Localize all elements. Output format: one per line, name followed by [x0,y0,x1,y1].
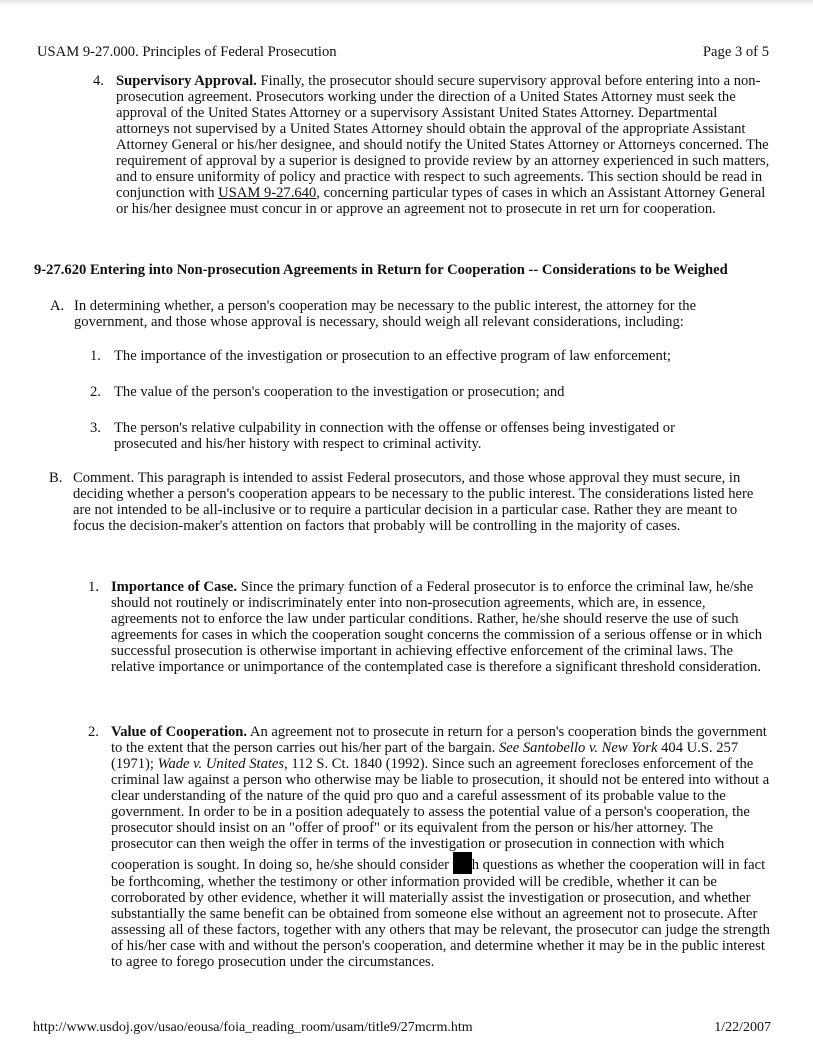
page-number: Page 3 of 5 [702,44,769,60]
part-a-letter: A. [50,298,65,314]
part-a-paragraph: In determining whether, a person's cooperation may be necessary to the public interest, the attorney for the government, and those whose approval is necessary, should weigh all relevant considerations, including: [74,298,697,330]
part-b-letter: B. [49,470,63,486]
importance-of-case-paragraph: Importance of Case. Since the primary function of a Federal prosecutor is to enforce the criminal law, he/she should not routinely or indiscriminately enter into non-prosecution agreements, which are, in essence, agreements not to enforce the law under particular conditions. Rather, he/she should reserve the use of such agreements for cases in which the cooperation sought concerns the commission of a serious offense or in which successful prosecution is otherwise important in achieving effective enforcement of the criminal laws. The relative importance or unimportance of the contemplated case is therefore a significant threshold consideration. [111,579,762,675]
usam-9-27-640-link[interactable]: USAM 9-27.640 [218,185,317,201]
part-a-item-2-number: 2. [90,384,101,400]
part-b-paragraph: Comment. This paragraph is intended to assist Federal prosecutors, and those whose approval they must secure, in deciding whether a person's cooperation appears to be necessary to the public interest. The considerations listed here are not intended to be all-inclusive or to require a particular decision in a particular case. Rather they are meant to focus the decision-maker's attention on factors that probably will be controlling in the majority of cases. [73,470,754,534]
item-4-heading: Supervisory Approval. [116,73,257,89]
item-4-number: 4. [93,73,104,89]
footer-url: http://www.usdoj.gov/usao/eousa/foia_reading_room/usam/title9/27mcrm.htm [33,1020,473,1035]
page-header [37,44,769,60]
part-a-item-1: The importance of the investigation or prosecution to an effective program of law enforcement; [114,348,671,364]
part-a-item-3: The person's relative culpability in connection with the offense or offenses being investigated or prosecuted and his/her history with respect to criminal activity. [114,420,675,452]
part-a-item-3-number: 3. [90,420,101,436]
value-of-cooperation-paragraph: Value of Cooperation. An agreement not to prosecute in return for a person's cooperation binds the government to the extent that the person carries out his/her part of the bargain. See Santobello v. New York 404 U.S. 257 (1971); Wade v. United States, 112 S. Ct. 1840 (1992). Since such an agreement forecloses enforcement of the criminal law against a person who otherwise may be liable to prosecution, it should not be entered into without a clear understanding of the nature of the quid pro quo and a careful assessment of its probable value to the government. In order to be in a position adequately to assess the potential value of a person's cooperation, the prosecutor should insist on an "offer of proof" or its equivalent from the person or his/her attorney. The prosecutor can then weigh the offer in terms of the investigation or prosecution in connection with which cooperation is sought. In doing so, he/she should consider h questions as whether the cooperation will in fact be forthcoming, whether the testimony or other information provided will be credible, whether it can be corroborated by other evidence, whether it will materially assist the investigation or prosecution, and whether substantially the same benefit can be obtained from someone else without an agreement not to prosecute. After assessing all of these factors, together with any others that may be relevant, the prosecutor can judge the strength of his/her case with and without the person's cooperation, and determine whether it may be in the public interest to agree to forego prosecution under the circumstances. [111,724,770,970]
page-footer [33,1020,771,1036]
document-title: USAM 9-27.000. Principles of Federal Prosecution [37,44,337,60]
section-title: 9-27.620 Entering into Non-prosecution Agreements in Return for Cooperation -- Considerations to be Weighed [34,262,728,278]
case-citation-santobello: See Santobello v. New York [498,740,658,756]
scan-edge [0,0,813,6]
part-b-item-1-number: 1. [88,579,99,595]
part-a-item-2: The value of the person's cooperation to the investigation or prosecution; and [114,384,565,400]
importance-of-case-heading: Importance of Case. [111,579,238,595]
part-b-item-2-number: 2. [88,724,99,740]
footer-date: 1/22/2007 [714,1020,771,1035]
case-citation-wade: Wade v. United States [157,756,285,772]
item-4-paragraph: Supervisory Approval. Finally, the prosecutor should secure supervisory approval before entering into a non-prosecution agreement. Prosecutors working under the direction of a United States Attorney must seek the approval of the United States Attorney or a supervisory Assistant United States Attorney. Departmental attorneys not supervised by a United States Attorney should obtain the approval of the appropriate Assistant Attorney General or his/her designee, and should notify the United States Attorney or Attorneys concerned. The requirement of approval by a superior is designed to provide review by an attorney experienced in such matters, and to ensure uniformity of policy and practice with respect to such agreements. This section should be read in conjunction with USAM 9-27.640, concerning particular types of cases in which an Assistant Attorney General or his/her designee must concur in or approve an agreement not to prosecute in ret urn for cooperation. [116,73,770,217]
part-a-item-1-number: 1. [90,348,101,364]
redaction-mark [453,852,472,874]
value-of-cooperation-heading: Value of Cooperation. [111,724,248,740]
